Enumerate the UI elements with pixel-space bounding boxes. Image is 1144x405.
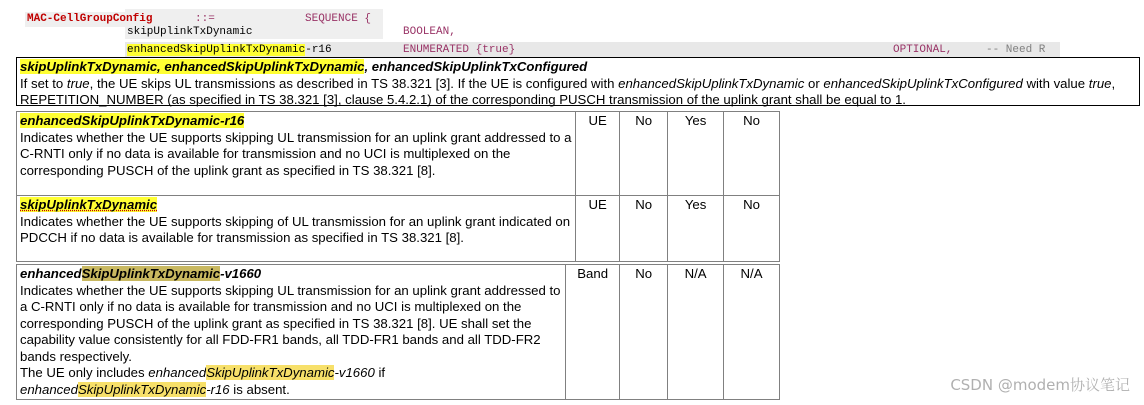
text-run: , the UE skips UL transmissions as described in TS 38.321 [3]. If the UE is configured with bbox=[89, 75, 619, 91]
text-run: enhanced bbox=[148, 365, 207, 380]
fr1-fr2-diff-cell: No bbox=[724, 196, 780, 262]
asn-field-name bbox=[127, 44, 332, 57]
capability-note bbox=[20, 365, 562, 398]
m-cell: No bbox=[620, 265, 668, 400]
capability-table bbox=[16, 111, 780, 262]
name-part-highlight: SkipUplinkTxDynamic bbox=[81, 266, 221, 281]
capability-description-cell bbox=[17, 196, 576, 262]
text-run: -v1660 bbox=[334, 365, 375, 380]
capability-description-cell bbox=[17, 265, 566, 400]
field-description-box bbox=[16, 57, 1140, 106]
asn-field-type: ENUMERATED {true} bbox=[403, 44, 516, 56]
text-run: enhanced bbox=[20, 381, 78, 397]
asn-field-name: skipUplinkTxDynamic bbox=[127, 26, 253, 38]
asn-comment: -- Need R bbox=[986, 44, 1046, 56]
watermark: CSDN @modem协议笔记 bbox=[950, 376, 1130, 394]
per-cell: Band bbox=[566, 265, 620, 400]
m-cell: No bbox=[620, 196, 668, 262]
text-run: The UE only includes bbox=[20, 365, 149, 380]
text-run: if bbox=[374, 365, 386, 380]
text-run-highlight: SkipUplinkTxDynamic bbox=[206, 365, 335, 380]
capability-description-cell bbox=[17, 112, 576, 196]
text-run: true bbox=[1088, 75, 1112, 91]
fdd-tdd-diff-cell: Yes bbox=[668, 196, 724, 262]
name-part: -v1660 bbox=[220, 266, 262, 281]
description-title bbox=[20, 59, 1136, 76]
asn-struct-name: MAC-CellGroupConfig bbox=[27, 13, 153, 25]
table-row bbox=[17, 265, 780, 400]
asn-field-name-highlight: enhancedSkipUplinkTxDynamic bbox=[127, 44, 306, 56]
per-cell: UE bbox=[576, 196, 620, 262]
capability-name bbox=[20, 266, 562, 283]
asn-sequence: SEQUENCE { bbox=[305, 13, 372, 25]
per-cell: UE bbox=[576, 112, 620, 196]
table-row bbox=[17, 112, 780, 196]
asn-field-suffix: -r16 bbox=[305, 44, 332, 56]
asn-field-type: BOOLEAN, bbox=[403, 26, 456, 38]
fr1-fr2-diff-cell: No bbox=[724, 112, 780, 196]
m-cell: No bbox=[620, 112, 668, 196]
capability-text: Indicates whether the UE supports skipping UL transmission for an uplink grant addressed to a C-RNTI only if no data is available for transmission and no UCI is multiplexed on the corresponding PUSCH of the uplink grant as specified in TS 38.321 [8]. bbox=[20, 129, 572, 178]
text-run: or bbox=[804, 75, 824, 91]
description-title-rest: , enhancedSkipUplinkTxConfigured bbox=[364, 59, 588, 74]
text-run: enhancedSkipUplinkTxDynamic bbox=[618, 75, 805, 91]
asn-optional: OPTIONAL, bbox=[893, 44, 953, 56]
text-run: If set to bbox=[20, 75, 67, 91]
text-run: -r16 bbox=[206, 381, 230, 397]
capability-table bbox=[16, 264, 780, 400]
fdd-tdd-diff-cell: N/A bbox=[668, 265, 724, 400]
fdd-tdd-diff-cell: Yes bbox=[668, 112, 724, 196]
fr1-fr2-diff-cell: N/A bbox=[724, 265, 780, 400]
capability-text: Indicates whether the UE supports skipping of UL transmission for an uplink grant indicated on PDCCH if no data is available for transmission as specified in TS 38.321 [8]. bbox=[20, 213, 571, 245]
capability-name: skipUplinkTxDynamic bbox=[20, 197, 158, 212]
text-run: with value bbox=[1022, 75, 1089, 91]
capability-text: Indicates whether the UE supports skipping UL transmission for an uplink grant addressed to a C-RNTI only if no data is available for transmission and no UCI is multiplexed on the corresponding PUSCH of the uplink grant as specified in TS 38.321 [8]. UE shall set the capability value consistently for all FDD-FR1 bands, all TDD-FR1 bands and all TDD-FR2 bands respectively. bbox=[20, 282, 561, 364]
name-part: enhanced bbox=[20, 266, 82, 281]
text-run-highlight: SkipUplinkTxDynamic bbox=[77, 381, 207, 397]
description-text bbox=[20, 76, 1136, 109]
text-run: enhancedSkipUplinkTxConfigured bbox=[823, 75, 1023, 91]
capability-name: enhancedSkipUplinkTxDynamic-r16 bbox=[20, 113, 245, 128]
description-title-highlight: skipUplinkTxDynamic, enhancedSkipUplinkTxDynamic bbox=[20, 59, 365, 74]
text-run: , REPETITION_NUMBER (as specified in TS 38.321 [3], clause 5.4.2.1) of the corresponding PUSCH transmission of the uplink grant shall be equal to 1. bbox=[20, 75, 1116, 107]
text-run: true bbox=[66, 75, 90, 91]
text-run: is absent. bbox=[229, 381, 290, 397]
asn-assign: ::= bbox=[195, 13, 215, 25]
table-row bbox=[17, 196, 780, 262]
